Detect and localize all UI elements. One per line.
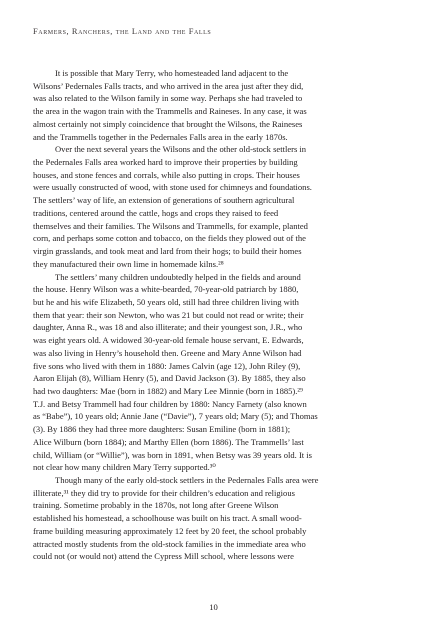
text-line: was also living in Henry’s household then. Greene and Mary Anne Wilson had <box>33 347 302 358</box>
text-line: T.J. and Betsy Trammell had four children by 1880: Nancy Farnety (also known <box>33 398 307 409</box>
text-line: the house. Henry Wilson was a white-bearded, 70-year-old patriarch by 1880, <box>33 284 299 295</box>
text-line: Alice Wilburn (born 1884); and Marthy Ellen (born 1886). The Trammells’ last <box>33 436 304 447</box>
text-line: houses, and stone fences and corrals, while also putting in crops. Their houses <box>33 169 300 180</box>
text-line: was also related to the Wilson family in some way. Perhaps she had traveled to <box>33 93 303 104</box>
text-line: but he and his wife Elizabeth, 50 years old, still had three children living with <box>33 296 299 307</box>
text-line: child, William (or “Willie”), was born in 1891, when Betsy was 39 years old. It is <box>33 449 313 460</box>
text-line: the Pedernales Falls area worked hard to improve their properties by building <box>33 157 298 168</box>
text-line: daughter, Anna R., was 18 and also illiterate; and their youngest son, J.R., who <box>33 322 303 333</box>
text-line: them that year: their son Newton, who was 21 but could not read or write; their <box>33 309 304 320</box>
text-line: The settlers’ way of life, an extension of generations of southern agricultural <box>33 195 295 206</box>
text-line: they manufactured their own lime in homemade kilns.²⁸ <box>33 258 224 269</box>
text-line: corn, and perhaps some cotton and tobacco, on the fields they plowed out of the <box>33 233 306 244</box>
text-line: attracted mostly students from the old-stock families in the immediate area who <box>33 538 306 549</box>
running-head: Farmers, Ranchers, the Land and the Falls <box>33 27 212 36</box>
text-line: traditions, centered around the cattle, hogs and crops they raised to feed <box>33 207 279 218</box>
text-line: not clear how many children Mary Terry supported.³⁰ <box>33 462 216 473</box>
text-line: The settlers’ many children undoubtedly helped in the fields and around <box>55 271 301 282</box>
body-text <box>33 67 395 563</box>
text-line: Wilsons’ Pedernales Falls tracts, and who arrived in the area just after they did, <box>33 80 304 91</box>
text-line: established his homestead, a schoolhouse was built on his tract. A small wood- <box>33 513 302 524</box>
text-line: five sons who lived with them in 1880: James Calvin (age 12), John Riley (9), <box>33 360 301 371</box>
page-number: 10 <box>209 602 218 612</box>
text-line: had two daughters: Mae (born in 1882) and Mary Lee Minnie (born in 1885).²⁹ <box>33 385 303 396</box>
text-line: as “Babe”), 10 years old; Annie Jane (“Davie”), 7 years old; Mary (5); and Thomas <box>33 411 318 422</box>
text-line: the area in the wagon train with the Trammells and Raineses. In any case, it was <box>33 106 307 117</box>
text-line: Though many of the early old-stock settlers in the Pedernales Falls area were <box>55 475 319 485</box>
text-line: virgin grasslands, and took meat and lard from their hogs; to build their homes <box>33 246 302 257</box>
text-line: Over the next several years the Wilsons and the other old-stock settlers in <box>55 144 307 155</box>
text-line: It is possible that Mary Terry, who homesteaded land adjacent to the <box>55 68 289 78</box>
text-line: were usually constructed of wood, with stone used for chimneys and foundations. <box>33 182 312 193</box>
text-line: and the Trammells together in the Pedernales Falls area in the early 1870s. <box>33 131 288 142</box>
text-line: was eight years old. A widowed 30-year-old female house servant, E. Edwards, <box>33 335 304 346</box>
text-line: (3). By 1886 they had three more daughters: Susan Emiline (born in 1881); <box>33 424 291 435</box>
text-line: almost certainly not simply coincidence that brought the Wilsons, the Raineses <box>33 118 303 129</box>
text-line: could not (or would not) attend the Cypress Mill school, where lessons were <box>33 551 294 562</box>
text-line: Aaron Elijah (8), William Henry (5), and David Jackson (3). By 1885, they also <box>33 373 306 384</box>
text-line: illiterate,³¹ they did try to provide for their children’s education and religious <box>33 487 295 498</box>
text-line: training. Sometime probably in the 1870s, not long after Greene Wilson <box>33 500 279 511</box>
text-line: frame building measuring approximately 12 feet by 20 feet, the school probably <box>33 525 307 536</box>
text-line: themselves and their families. The Wilsons and Trammells, for example, planted <box>33 220 308 231</box>
